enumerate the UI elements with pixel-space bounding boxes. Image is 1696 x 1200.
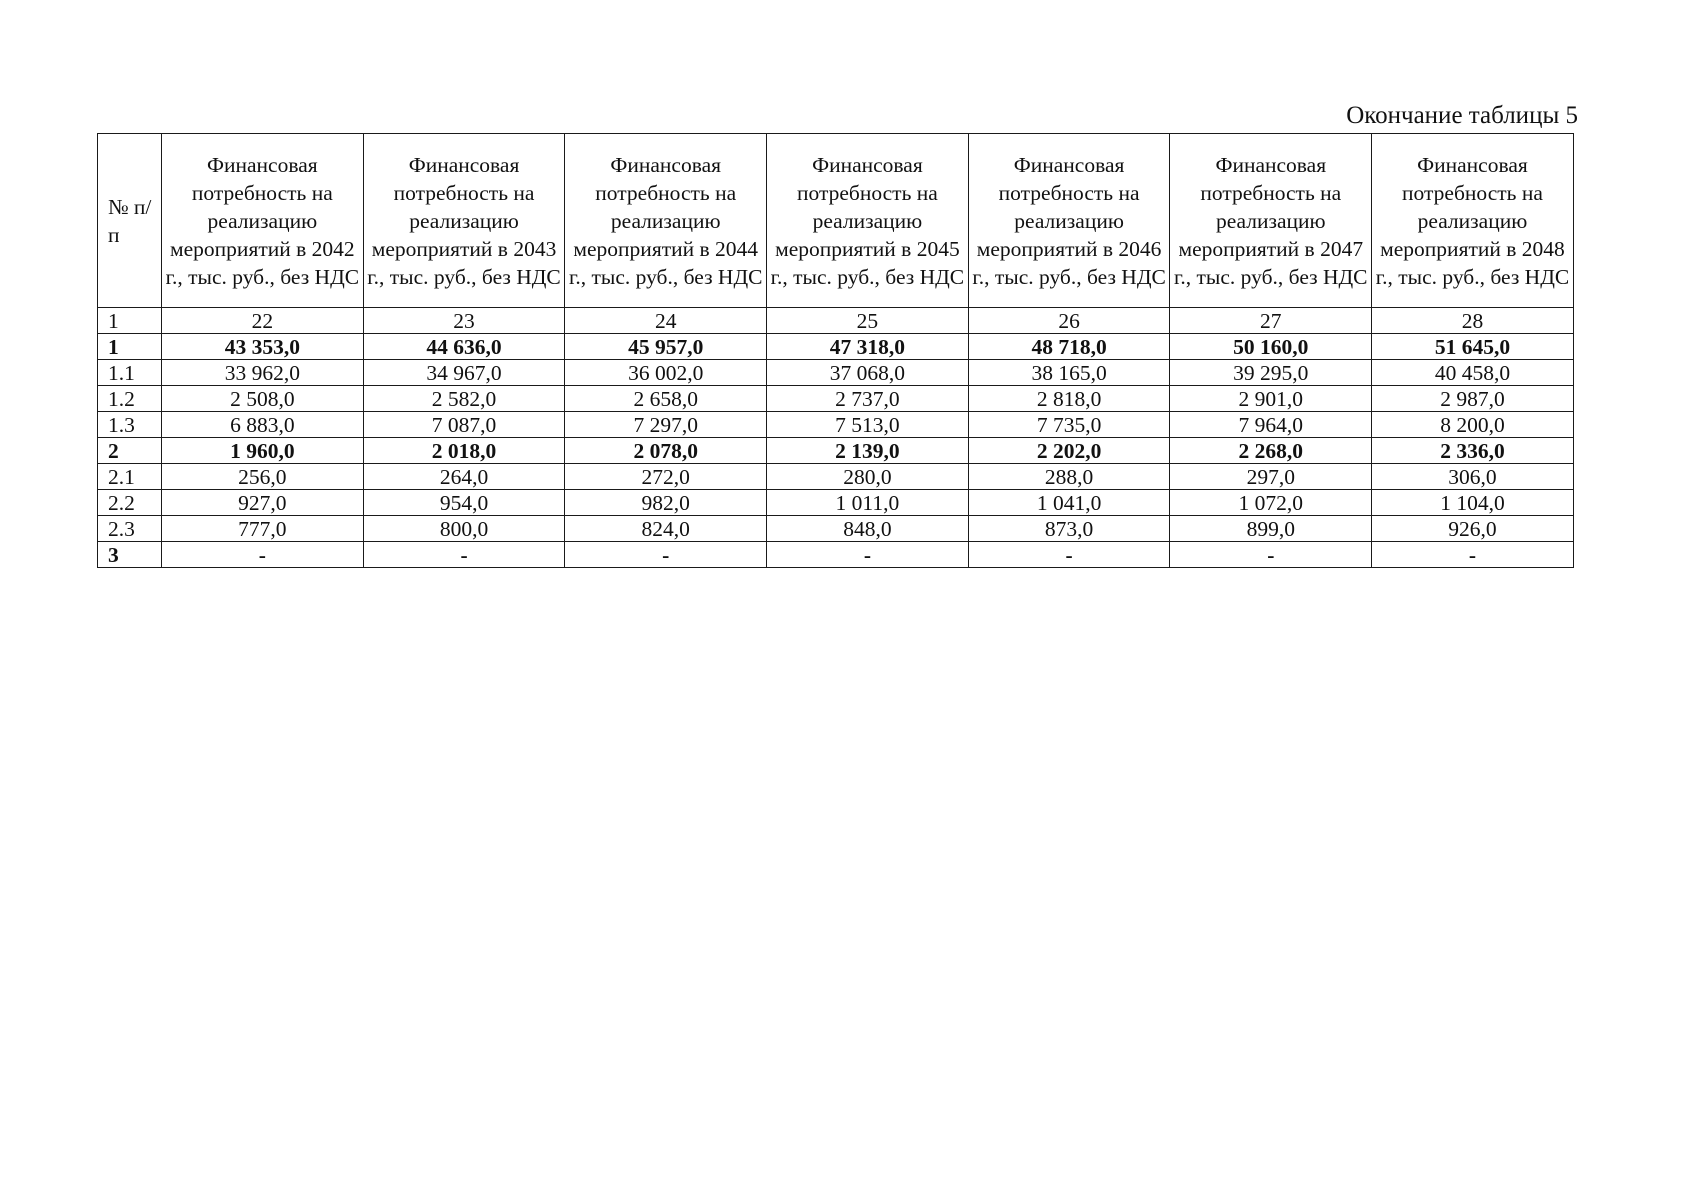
value-cell: 38 165,0: [968, 360, 1170, 386]
value-cell: 2 987,0: [1372, 386, 1574, 412]
value-cell: 45 957,0: [565, 334, 767, 360]
value-cell: 256,0: [162, 464, 364, 490]
row-number-cell: 3: [98, 542, 162, 568]
row-number-cell: 1: [98, 334, 162, 360]
value-cell: 8 200,0: [1372, 412, 1574, 438]
table-row: [98, 490, 1574, 516]
row-number-cell: 2: [98, 438, 162, 464]
value-cell: 927,0: [162, 490, 364, 516]
value-cell: 7 297,0: [565, 412, 767, 438]
row-number-cell: 2.2: [98, 490, 162, 516]
value-cell: -: [1372, 542, 1574, 568]
value-cell: 1 104,0: [1372, 490, 1574, 516]
value-cell: 48 718,0: [968, 334, 1170, 360]
row-number-cell: 1.2: [98, 386, 162, 412]
value-cell: 43 353,0: [162, 334, 364, 360]
value-cell: 824,0: [565, 516, 767, 542]
value-cell: 27: [1170, 308, 1372, 334]
value-cell: 2 582,0: [363, 386, 565, 412]
value-cell: 954,0: [363, 490, 565, 516]
column-header-7: Финансовая потребность на реализацию мероприятий в 2048 г., тыс. руб., без НДС: [1372, 134, 1574, 308]
table-body: [98, 308, 1574, 568]
value-cell: 2 508,0: [162, 386, 364, 412]
table-row: [98, 386, 1574, 412]
value-cell: -: [363, 542, 565, 568]
value-cell: 25: [767, 308, 969, 334]
value-cell: -: [565, 542, 767, 568]
value-cell: 1 072,0: [1170, 490, 1372, 516]
value-cell: -: [162, 542, 364, 568]
row-number-cell: 2.1: [98, 464, 162, 490]
financial-needs-table: [97, 133, 1574, 568]
value-cell: 22: [162, 308, 364, 334]
value-cell: 264,0: [363, 464, 565, 490]
table-row: [98, 464, 1574, 490]
value-cell: 7 087,0: [363, 412, 565, 438]
value-cell: 1 011,0: [767, 490, 969, 516]
value-cell: 40 458,0: [1372, 360, 1574, 386]
value-cell: 2 737,0: [767, 386, 969, 412]
value-cell: 899,0: [1170, 516, 1372, 542]
value-cell: 26: [968, 308, 1170, 334]
value-cell: 2 139,0: [767, 438, 969, 464]
value-cell: 2 018,0: [363, 438, 565, 464]
column-header-4: Финансовая потребность на реализацию мероприятий в 2045 г., тыс. руб., без НДС: [767, 134, 969, 308]
value-cell: 33 962,0: [162, 360, 364, 386]
value-cell: 6 883,0: [162, 412, 364, 438]
column-header-3: Финансовая потребность на реализацию мероприятий в 2044 г., тыс. руб., без НДС: [565, 134, 767, 308]
value-cell: 2 202,0: [968, 438, 1170, 464]
row-number-cell: 1.1: [98, 360, 162, 386]
value-cell: 272,0: [565, 464, 767, 490]
column-header-6: Финансовая потребность на реализацию мероприятий в 2047 г., тыс. руб., без НДС: [1170, 134, 1372, 308]
value-cell: 36 002,0: [565, 360, 767, 386]
value-cell: 7 513,0: [767, 412, 969, 438]
column-header-1: Финансовая потребность на реализацию мероприятий в 2042 г., тыс. руб., без НДС: [162, 134, 364, 308]
value-cell: 2 818,0: [968, 386, 1170, 412]
value-cell: 2 658,0: [565, 386, 767, 412]
value-cell: 47 318,0: [767, 334, 969, 360]
value-cell: 2 901,0: [1170, 386, 1372, 412]
row-number-cell: 1.3: [98, 412, 162, 438]
column-header-number: № п/п: [98, 134, 162, 308]
value-cell: 2 336,0: [1372, 438, 1574, 464]
table-row: [98, 334, 1574, 360]
table-row: [98, 360, 1574, 386]
value-cell: 2 268,0: [1170, 438, 1372, 464]
value-cell: 2 078,0: [565, 438, 767, 464]
value-cell: 50 160,0: [1170, 334, 1372, 360]
column-header-2: Финансовая потребность на реализацию мероприятий в 2043 г., тыс. руб., без НДС: [363, 134, 565, 308]
value-cell: -: [767, 542, 969, 568]
value-cell: 306,0: [1372, 464, 1574, 490]
value-cell: 51 645,0: [1372, 334, 1574, 360]
value-cell: -: [968, 542, 1170, 568]
table-row: [98, 516, 1574, 542]
table-caption: Окончание таблицы 5: [1346, 102, 1578, 129]
value-cell: 848,0: [767, 516, 969, 542]
table-row: [98, 412, 1574, 438]
value-cell: -: [1170, 542, 1372, 568]
value-cell: 24: [565, 308, 767, 334]
value-cell: 1 960,0: [162, 438, 364, 464]
value-cell: 34 967,0: [363, 360, 565, 386]
table-row: [98, 438, 1574, 464]
value-cell: 297,0: [1170, 464, 1372, 490]
value-cell: 28: [1372, 308, 1574, 334]
row-number-cell: 2.3: [98, 516, 162, 542]
value-cell: 982,0: [565, 490, 767, 516]
value-cell: 926,0: [1372, 516, 1574, 542]
value-cell: 37 068,0: [767, 360, 969, 386]
value-cell: 777,0: [162, 516, 364, 542]
value-cell: 1 041,0: [968, 490, 1170, 516]
header-row: [98, 134, 1574, 308]
value-cell: 44 636,0: [363, 334, 565, 360]
table-row: [98, 542, 1574, 568]
value-cell: 288,0: [968, 464, 1170, 490]
column-header-5: Финансовая потребность на реализацию мероприятий в 2046 г., тыс. руб., без НДС: [968, 134, 1170, 308]
value-cell: 7 964,0: [1170, 412, 1372, 438]
value-cell: 23: [363, 308, 565, 334]
value-cell: 873,0: [968, 516, 1170, 542]
row-number-cell: 1: [98, 308, 162, 334]
value-cell: 280,0: [767, 464, 969, 490]
value-cell: 39 295,0: [1170, 360, 1372, 386]
table-row: [98, 308, 1574, 334]
value-cell: 7 735,0: [968, 412, 1170, 438]
value-cell: 800,0: [363, 516, 565, 542]
